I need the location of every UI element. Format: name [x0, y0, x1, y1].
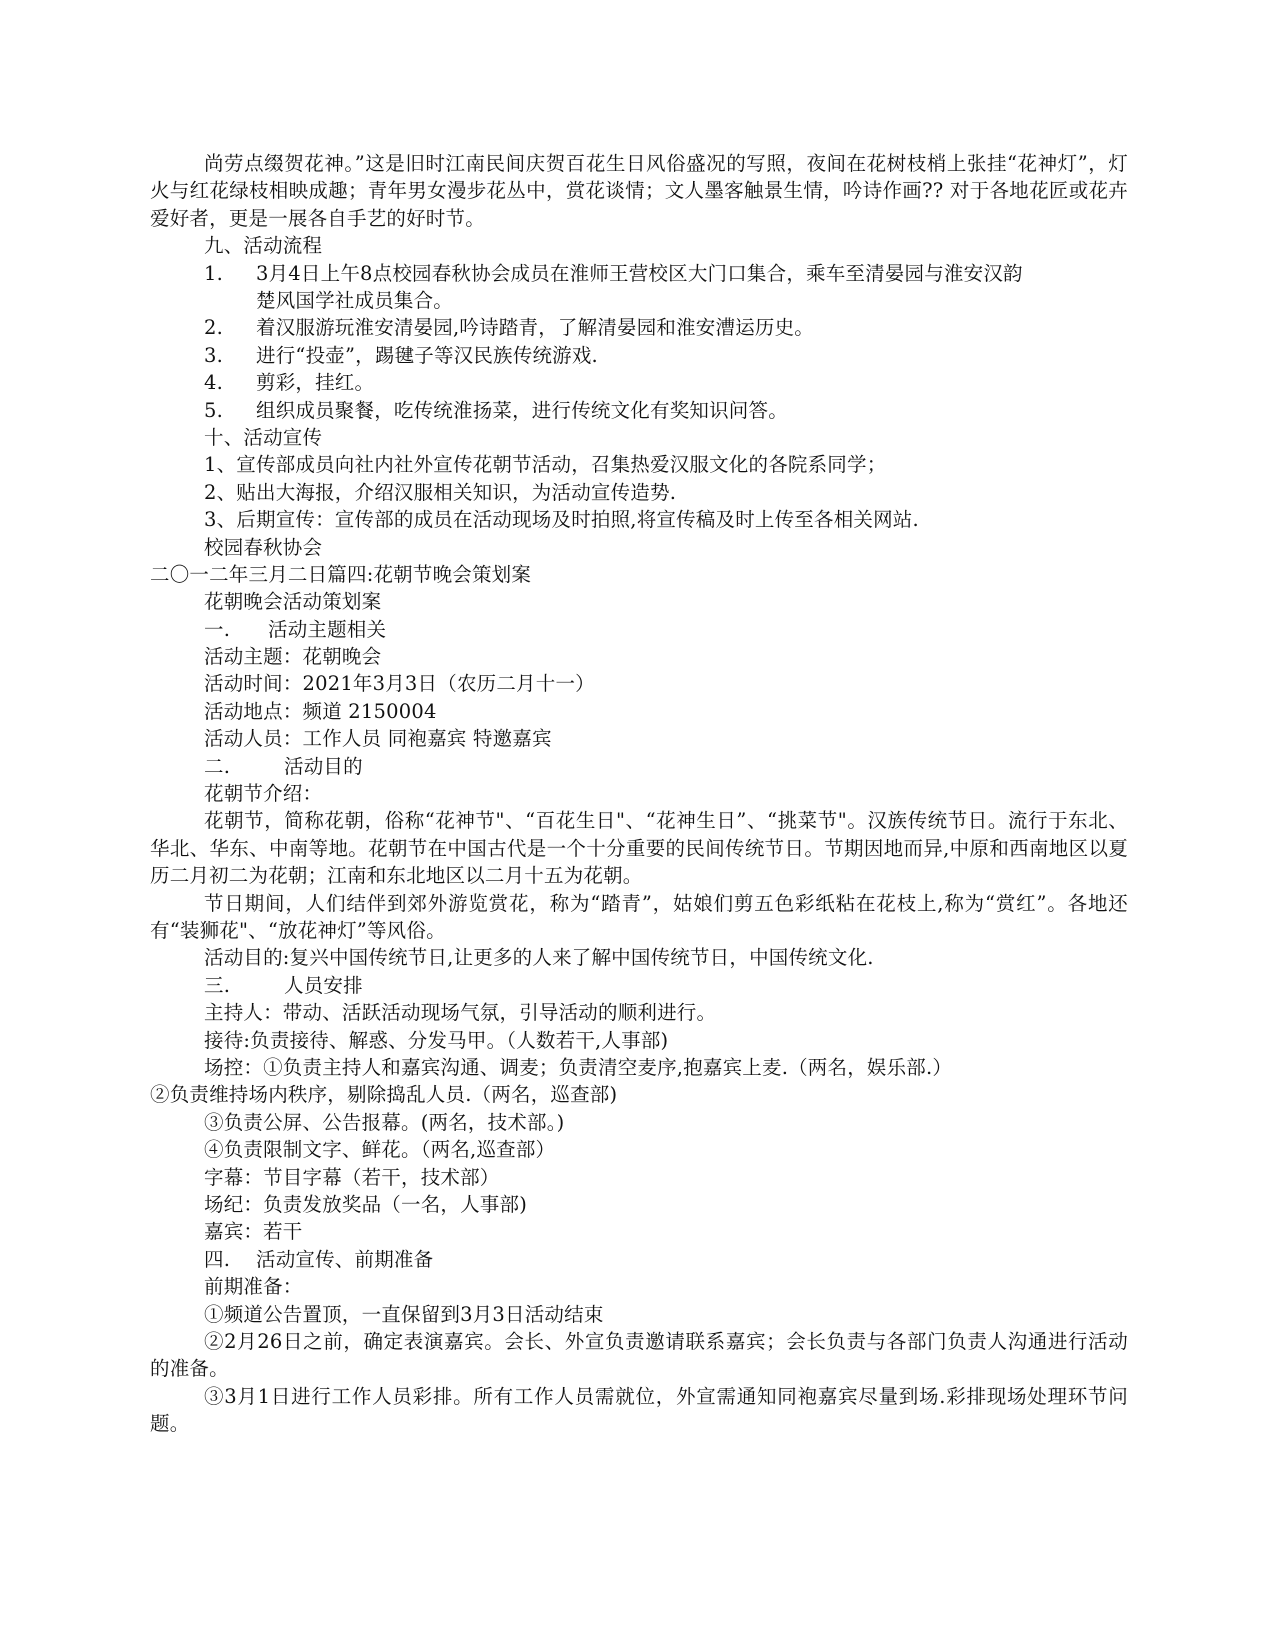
section-title: 活动目的 [284, 754, 363, 778]
text-line: 接待:负责接待、解惑、分发马甲。（人数若干,人事部) [204, 1028, 669, 1052]
text-line: 前期准备： [204, 1275, 303, 1299]
section-heading [150, 1246, 1128, 1273]
signature-org: 校园春秋协会 [204, 535, 323, 559]
list-item [150, 369, 1128, 396]
section-heading: 十、活动宣传 [204, 425, 323, 449]
list-number: 2. [204, 316, 224, 340]
list-number: 3. [204, 343, 224, 367]
list-number: 4. [204, 371, 224, 395]
text-line: 字幕：节目字幕（若干，技术部） [204, 1165, 500, 1189]
list-text: 3月4日上午8点校园春秋协会成员在淮师王营校区大门口集合，乘车至清晏园与淮安汉韵 [256, 261, 1023, 285]
section-heading [150, 616, 1128, 643]
text-line: ②负责维持场内秩序，剔除捣乱人员.（两名，巡查部) [150, 1083, 618, 1107]
list-item [150, 342, 1128, 369]
paragraph: 节日期间，人们结伴到郊外游览赏花，称为“踏青”，姑娘们剪五色彩纸粘在花枝上,称为“赏红”。各地还有“装狮花"、“放花神灯”等风俗。 [150, 891, 1128, 943]
text-line: 场控：①负责主持人和嘉宾沟通、调麦；负责清空麦序,抱嘉宾上麦.（两名，娱乐部.） [204, 1056, 953, 1080]
text-line: ④负责限制文字、鲜花。（两名,巡查部） [204, 1138, 556, 1162]
text-line: 活动地点：频道 2150004 [204, 699, 437, 723]
text-line: 1、宣传部成员向社内社外宣传花朝节活动，召集热爱汉服文化的各院系同学； [204, 453, 887, 477]
section-title: 活动主题相关 [268, 617, 387, 641]
section-number: 三. [204, 973, 231, 997]
text-line: 活动主题：花朝晚会 [204, 645, 382, 669]
list-text-continued: 楚风国学社成员集合。 [256, 289, 454, 312]
list-number: 1. [204, 261, 224, 285]
date-and-chapter-title: 二〇一二年三月二日篇四:花朝节晚会策划案 [150, 562, 532, 586]
list-text: 着汉服游玩淮安清晏园,吟诗踏青，了解清晏园和淮安漕运历史。 [256, 316, 814, 340]
text-line: 活动时间：2021年3月3日（农历二月十一） [204, 672, 595, 696]
text-line: 嘉宾：若干 [204, 1220, 303, 1244]
paragraph: ②2月26日之前，确定表演嘉宾。会长、外宣负责邀请联系嘉宾；会长负责与各部门负责人沟通进行活动的准备。 [150, 1329, 1128, 1381]
list-text: 组织成员聚餐，吃传统淮扬菜，进行传统文化有奖知识问答。 [256, 398, 788, 422]
section-number: 一. [204, 617, 231, 641]
list-text: 剪彩，挂红。 [256, 371, 375, 395]
paragraph: ③3月1日进行工作人员彩排。所有工作人员需就位，外宣需通知同袍嘉宾尽量到场.彩排现场处理环节问题。 [150, 1384, 1128, 1436]
text-line: ①频道公告置顶，一直保留到3月3日活动结束 [204, 1302, 604, 1326]
document-body [150, 150, 1128, 1438]
list-item [150, 260, 1128, 287]
section-heading [150, 753, 1128, 780]
list-item [150, 397, 1128, 424]
text-line: 花朝节介绍： [204, 782, 323, 806]
text-line: 活动人员：工作人员 同袍嘉宾 特邀嘉宾 [204, 727, 552, 751]
text-line: 3、后期宣传：宣传部的成员在活动现场及时拍照,将宣传稿及时上传至各相关网站. [204, 508, 919, 532]
section-heading [150, 972, 1128, 999]
list-text: 进行“投壶”，踢毽子等汉民族传统游戏. [256, 343, 598, 367]
section-number: 二. [204, 754, 231, 778]
text-line: 2、贴出大海报，介绍汉服相关知识，为活动宣传造势. [204, 480, 677, 504]
text-line: 主持人：带动、活跃活动现场气氛，引导活动的顺利进行。 [204, 1001, 717, 1025]
paragraph: 尚劳点缀贺花神。”这是旧时江南民间庆贺百花生日风俗盛况的写照，夜间在花树枝梢上张挂“花神灯”，灯火与红花绿枝相映成趣；青年男女漫步花丛中，赏花谈情；文人墨客触景生情，吟诗作画?? 对于各地花匠或花卉爱好者，更是一展各自手艺的好时节。 [150, 152, 1128, 230]
section-number: 四. [204, 1247, 231, 1271]
document-title: 花朝晚会活动策划案 [204, 590, 382, 614]
text-line: ③负责公屏、公告报幕。(两名，技术部。) [204, 1110, 565, 1134]
list-item [150, 314, 1128, 341]
paragraph: 花朝节，简称花朝，俗称“花神节"、“百花生日"、“花神生日”、“挑菜节"。汉族传统节日。流行于东北、华北、华东、中南等地。花朝节在中国古代是一个十分重要的民间传统节日。节期因地而异,中原和西南地区以夏历二月初二为花朝；江南和东北地区以二月十五为花朝。 [150, 809, 1128, 888]
section-title: 活动宣传、前期准备 [256, 1247, 434, 1271]
list-number: 5. [204, 398, 224, 422]
text-line: 场纪：负责发放奖品（一名，人事部) [204, 1192, 528, 1216]
section-heading: 九、活动流程 [204, 234, 323, 258]
text-line: 活动目的:复兴中国传统节日,让更多的人来了解中国传统节日，中国传统文化. [204, 946, 874, 970]
section-title: 人员安排 [284, 973, 363, 997]
